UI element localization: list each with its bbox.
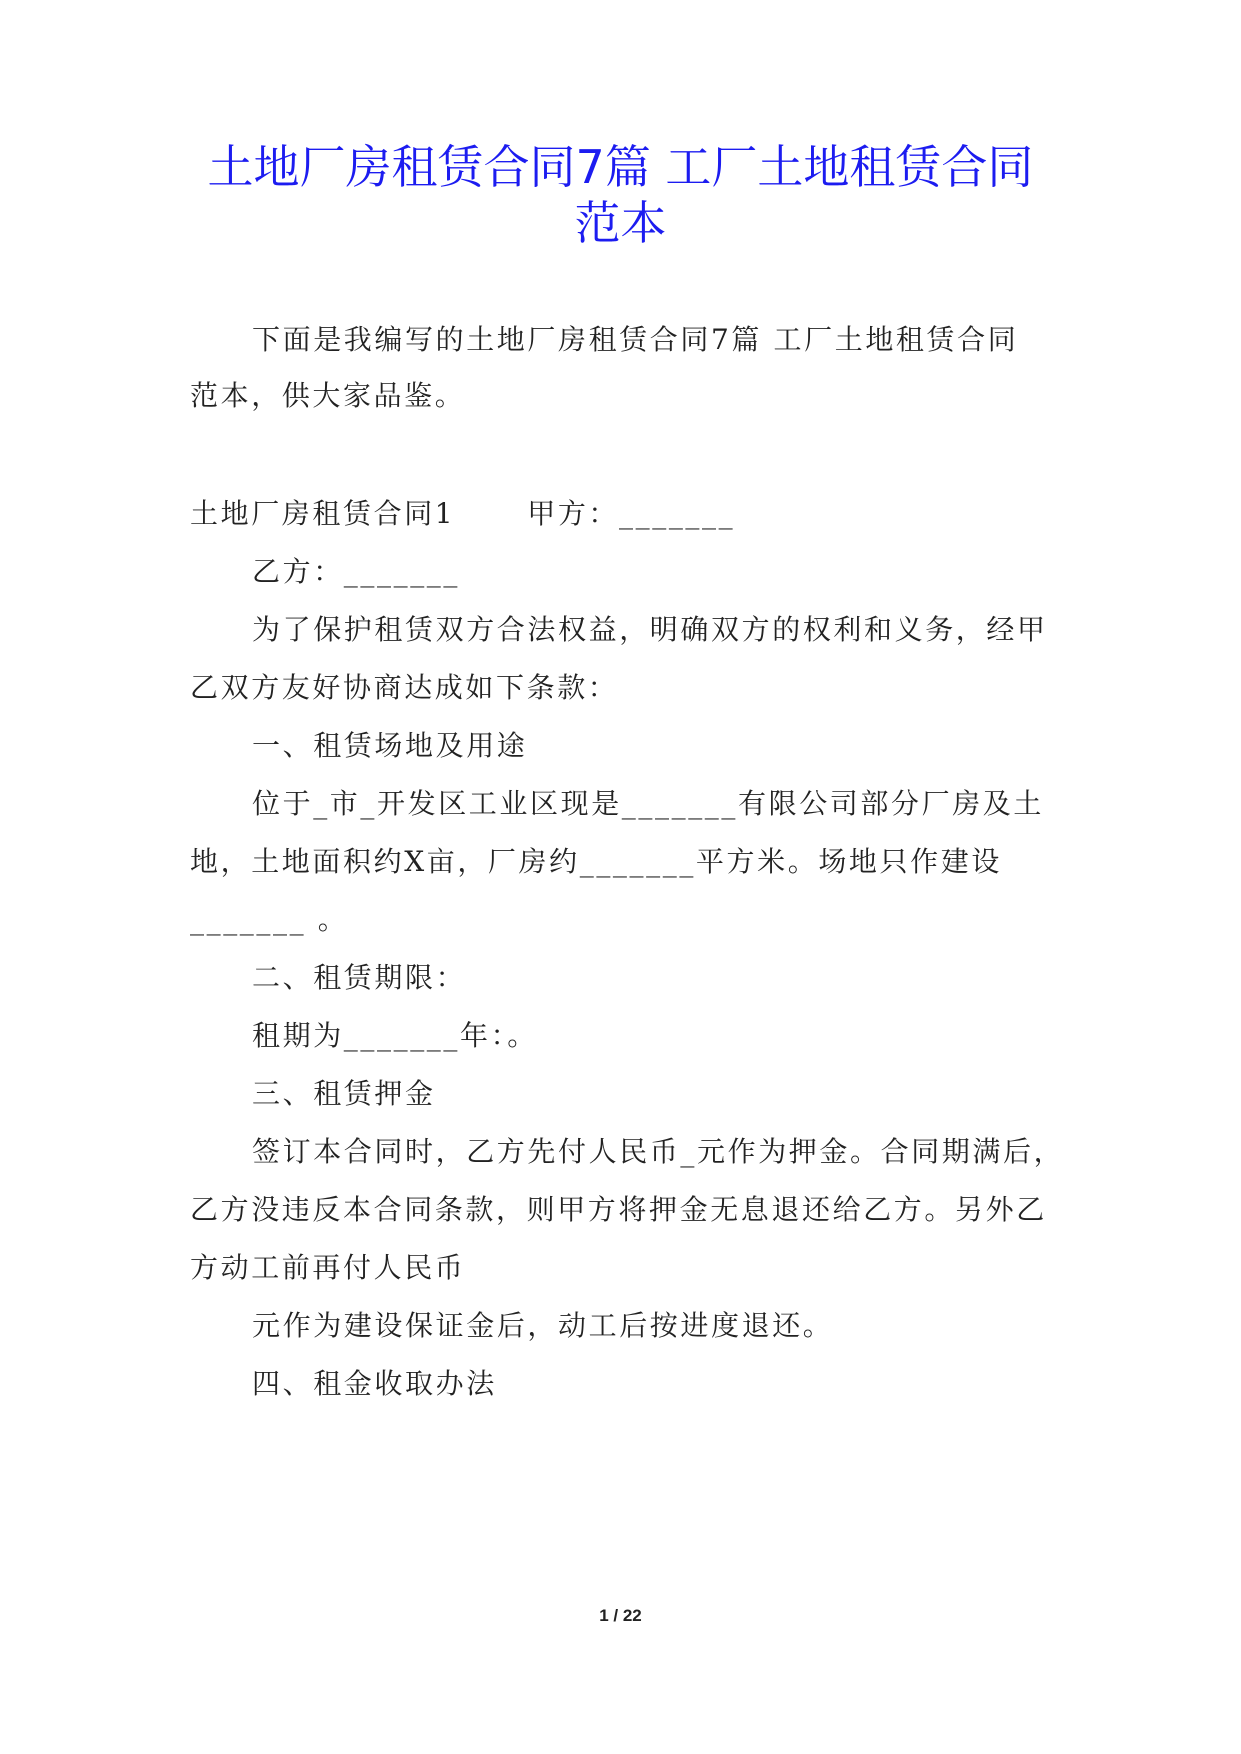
intro-paragraph-line-2: 范本，供大家品鉴。: [190, 379, 466, 412]
section-2-heading: 二、租赁期限：: [252, 961, 467, 994]
document-title-line-2: 范本: [574, 196, 667, 250]
section-1-heading: 一、租赁场地及用途: [252, 729, 528, 762]
intro-paragraph-line-1: 下面是我编写的土地厂房租赁合同7篇 工厂土地租赁合同: [252, 323, 1019, 356]
section-3-line-3: 方动工前再付人民币: [190, 1251, 466, 1284]
party-a-label: 甲方：_______: [527, 497, 736, 530]
page-number: 1 / 22: [599, 1606, 642, 1625]
section-3-heading: 三、租赁押金: [252, 1077, 436, 1110]
party-b-label: 乙方：_______: [252, 555, 461, 588]
section-1-line-2: 地，土地面积约X亩，厂房约_______平方米。场地只作建设: [190, 845, 1002, 878]
section-3-line-2: 乙方没违反本合同条款，则甲方将押金无息退还给乙方。另外乙: [190, 1193, 1047, 1226]
section-1-line-1: 位于_市_开发区工业区现是_______有限公司部分厂房及土: [252, 787, 1045, 820]
contract-heading: 土地厂房租赁合同1: [190, 497, 456, 530]
section-3-line-1: 签订本合同时，乙方先付人民币_元作为押金。合同期满后，: [252, 1135, 1065, 1168]
contract-heading-row: [190, 494, 1070, 534]
document-title-line-1: 土地厂房租赁合同7篇 工厂土地租赁合同: [207, 140, 1034, 194]
section-2-line-1: 租期为_______年：。: [252, 1019, 538, 1052]
section-4-heading: 四、租金收取办法: [252, 1367, 497, 1400]
section-3-line-4: 元作为建设保证金后，动工后按进度退还。: [252, 1309, 834, 1342]
purpose-line-1: 为了保护租赁双方合法权益，明确双方的权利和义务，经甲: [252, 613, 1048, 646]
section-1-line-3: _______ 。: [190, 903, 349, 936]
purpose-line-2: 乙双方友好协商达成如下条款：: [190, 671, 619, 704]
